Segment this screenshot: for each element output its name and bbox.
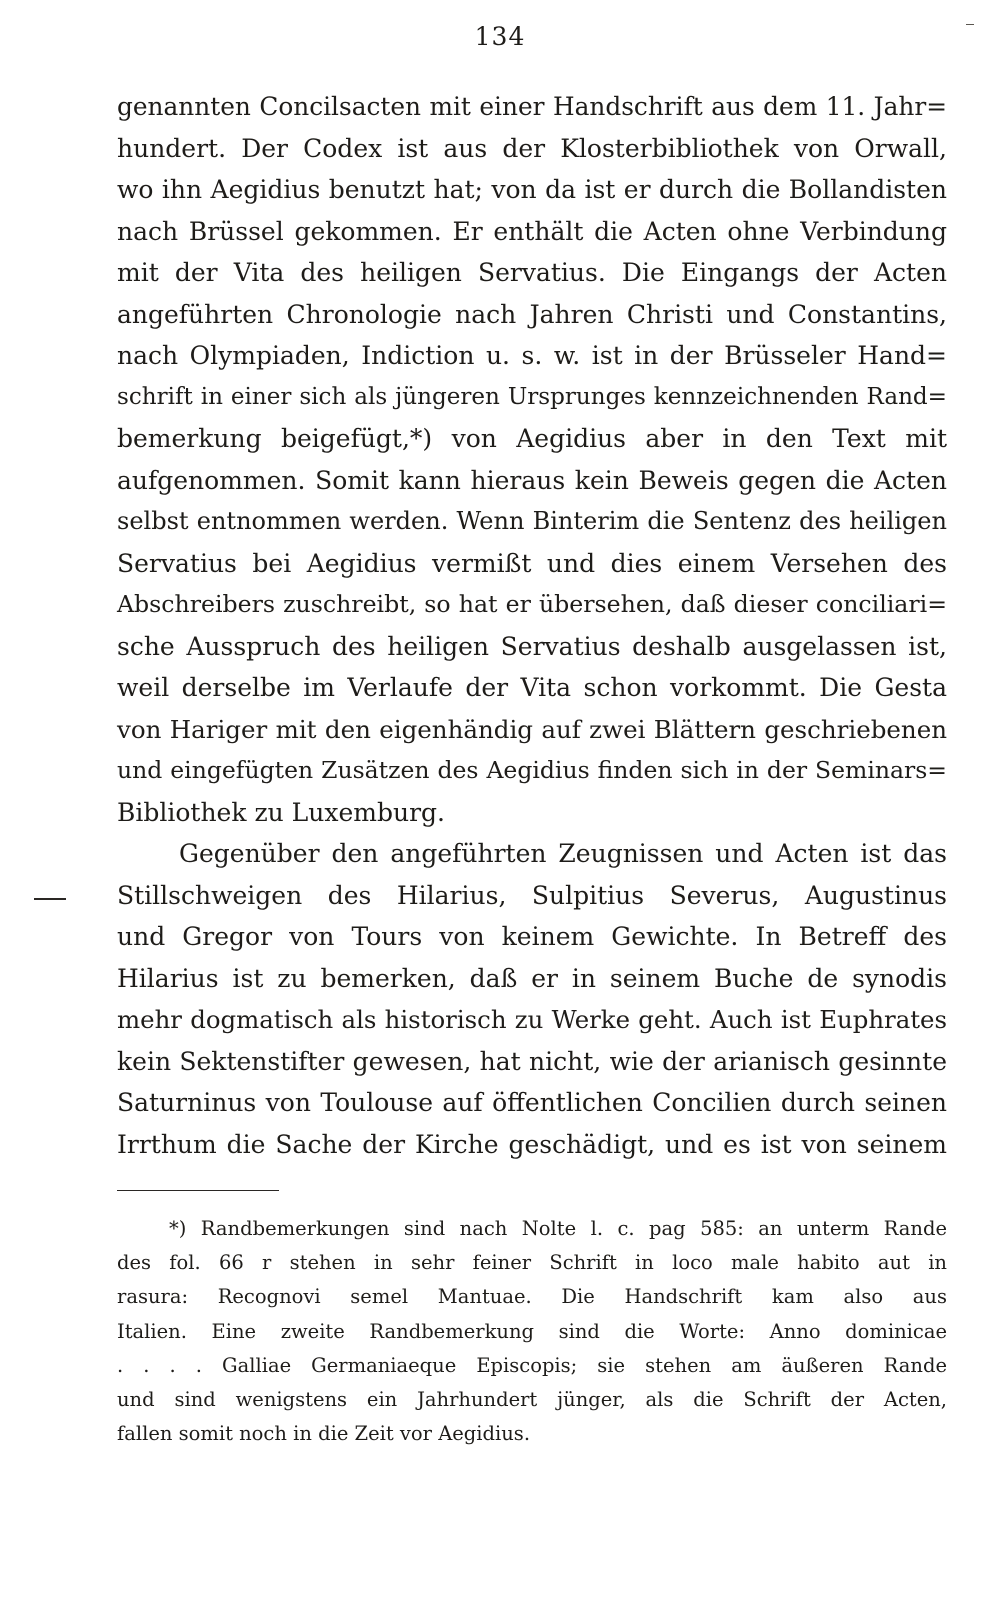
text-line: bemerkung beigefügt,*) von Aegidius aber in den Text mit xyxy=(117,424,947,453)
text-line: nach Brüssel gekommen. Er enthält die Acten ohne Verbindung xyxy=(117,216,947,246)
footnote-line: rasura: Recognovi semel Mantuae. Die Handschrift kam also aus xyxy=(117,1285,947,1309)
footnote-line: Italien. Eine zweite Randbemerkung sind die Worte: Anno dominicae xyxy=(117,1319,947,1343)
text-line: kein Sektenstifter gewesen, hat nicht, wie der arianisch gesinnte xyxy=(117,1046,947,1076)
text-line: selbst entnommen werden. Wenn Binterim die Sentenz des heiligen xyxy=(117,507,947,535)
footnote-rule xyxy=(117,1190,279,1191)
text-line: wo ihn Aegidius benutzt hat; von da ist er durch die Bollandisten xyxy=(117,175,947,204)
text-line: genannten Concilsacten mit einer Handschrift aus dem 11. Jahr= xyxy=(117,92,947,121)
text-line: Irrthum die Sache der Kirche geschädigt, und es ist von seinem xyxy=(117,1129,947,1159)
text-line: mit der Vita des heiligen Servatius. Die Eingangs der Acten xyxy=(117,258,947,287)
text-line: und Gregor von Tours von keinem Gewichte. In Betreff des xyxy=(117,922,947,951)
text-line: sche Ausspruch des heiligen Servatius deshalb ausgelassen ist, xyxy=(117,631,947,661)
footnote-line: . . . . Galliae Germaniaeque Episcopis; sie stehen am äußeren Rande xyxy=(117,1353,947,1377)
footnote-line: und sind wenigstens ein Jahrhundert jünger, als die Schrift der Acten, xyxy=(117,1387,947,1411)
text-line: und eingefügten Zusätzen des Aegidius finden sich in der Seminars= xyxy=(117,756,947,784)
text-line-paragraph-start: Gegenüber den angeführten Zeugnissen und Acten ist das xyxy=(179,839,947,868)
text-line-paragraph-end: Bibliothek zu Luxemburg. xyxy=(117,797,445,827)
text-line: Servatius bei Aegidius vermißt und dies einem Versehen des xyxy=(117,548,947,578)
text-line: Hilarius ist zu bemerken, daß er in seinem Buche de synodis xyxy=(117,963,947,993)
footnote-line: *) Randbemerkungen sind nach Nolte l. c. pag 585: an unterm Rande xyxy=(169,1217,947,1240)
footnote-line: fallen somit noch in die Zeit vor Aegidius. xyxy=(117,1422,531,1446)
text-line: schrift in einer sich als jüngeren Ursprunges kennzeichnenden Rand= xyxy=(117,383,947,410)
text-line: nach Olympiaden, Indiction u. s. w. ist in der Brüsseler Hand= xyxy=(117,341,947,370)
page-number: 134 xyxy=(474,22,526,51)
text-line: hundert. Der Codex ist aus der Klosterbibliothek von Orwall, xyxy=(117,133,947,163)
text-line: weil derselbe im Verlaufe der Vita schon vorkommt. Die Gesta xyxy=(117,673,947,702)
text-line: Abschreibers zuschreibt, so hat er übersehen, daß dieser conciliari= xyxy=(117,590,947,618)
text-line: Saturninus von Toulouse auf öffentlichen Concilien durch seinen xyxy=(117,1088,947,1117)
text-line: mehr dogmatisch als historisch zu Werke geht. Auch ist Euphrates xyxy=(117,1005,947,1034)
margin-dash-mark xyxy=(34,898,66,900)
text-line: angeführten Chronologie nach Jahren Christi und Constantins, xyxy=(117,299,947,329)
text-line: aufgenommen. Somit kann hieraus kein Beweis gegen die Acten xyxy=(117,465,947,495)
text-line: Stillschweigen des Hilarius, Sulpitius Severus, Augustinus xyxy=(117,880,947,910)
footnote-line: des fol. 66 r stehen in sehr feiner Schrift in loco male habito aut in xyxy=(117,1251,947,1275)
footnote xyxy=(117,1212,947,1451)
text-line: von Hariger mit den eigenhändig auf zwei Blättern geschriebenen xyxy=(117,714,947,744)
main-text xyxy=(117,86,947,1165)
